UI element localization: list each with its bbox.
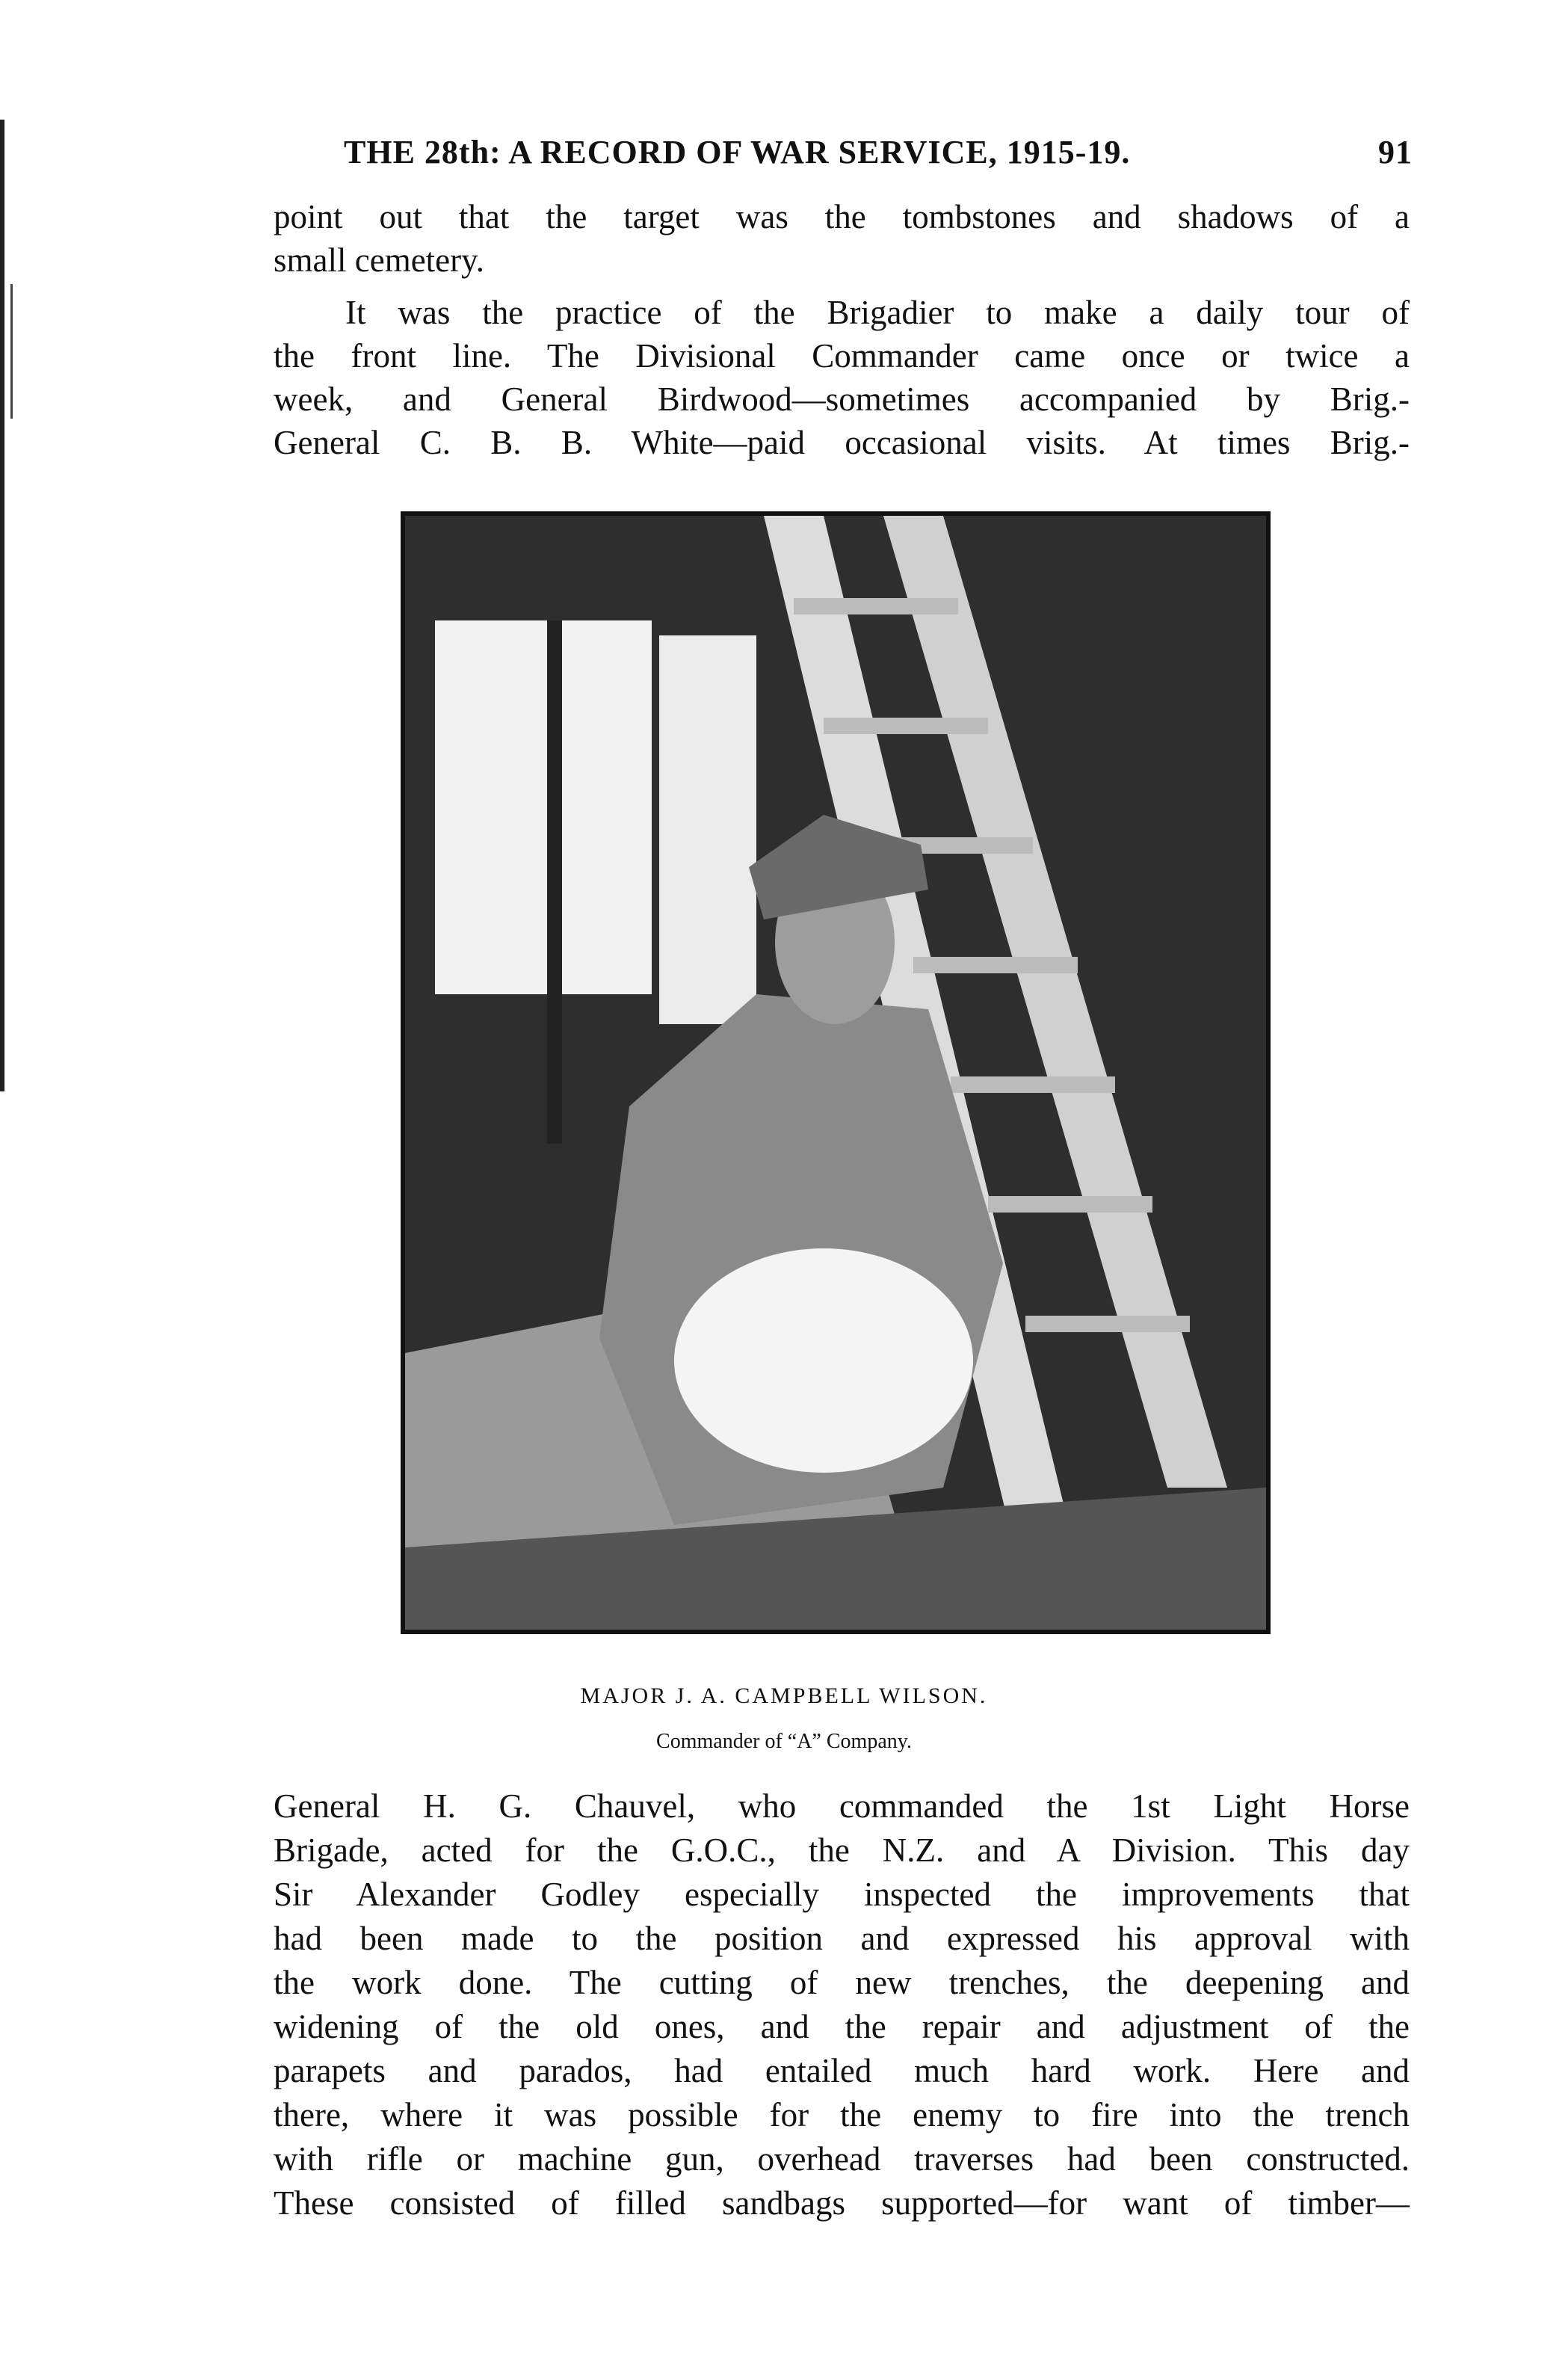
page-number: 91 xyxy=(1378,134,1413,170)
photo-illustration xyxy=(405,516,1266,1630)
text-line: week, and General Birdwood—sometimes accompanied by Brig.- xyxy=(274,381,1410,418)
text-line: with rifle or machine gun, overhead traverses had been constructed. xyxy=(274,2140,1410,2178)
text-line: It was the practice of the Brigadier to make a daily tour of xyxy=(345,294,1410,331)
figure-caption: MAJOR J. A. CAMPBELL WILSON. xyxy=(580,1683,988,1708)
text-line: parapets and parados, had entailed much hard work. Here and xyxy=(274,2052,1410,2089)
figure-subcaption: Commander of “A” Company. xyxy=(656,1730,912,1753)
text-line: small cemetery. xyxy=(274,241,484,279)
text-line: These consisted of filled sandbags supported—for want of timber— xyxy=(274,2184,1410,2222)
text-line: there, where it was possible for the enemy to fire into the trench xyxy=(274,2096,1410,2134)
text-line: point out that the target was the tombstones and shadows of a xyxy=(274,198,1410,235)
header-title: THE 28th: A RECORD OF WAR SERVICE, 1915-19. xyxy=(344,134,1131,170)
text-line: Sir Alexander Godley especially inspected the improvements that xyxy=(274,1876,1410,1913)
scan-edge-shadow xyxy=(0,120,4,1091)
text-line: the work done. The cutting of new trenches, the deepening and xyxy=(274,1964,1410,2001)
text-line: Brigade, acted for the G.O.C., the N.Z. and A Division. This day xyxy=(274,1831,1410,1869)
text-line: had been made to the position and expressed his approval with xyxy=(274,1920,1410,1957)
text-line: General H. G. Chauvel, who commanded the 1st Light Horse xyxy=(274,1787,1410,1825)
scan-edge-mark xyxy=(10,284,13,419)
running-header xyxy=(344,133,1413,171)
portrait-photograph xyxy=(401,511,1271,1634)
text-line: General C. B. B. White—paid occasional visits. At times Brig.- xyxy=(274,424,1410,461)
text-line: widening of the old ones, and the repair and adjustment of the xyxy=(274,2008,1410,2045)
text-line: the front line. The Divisional Commander came once or twice a xyxy=(274,337,1410,375)
